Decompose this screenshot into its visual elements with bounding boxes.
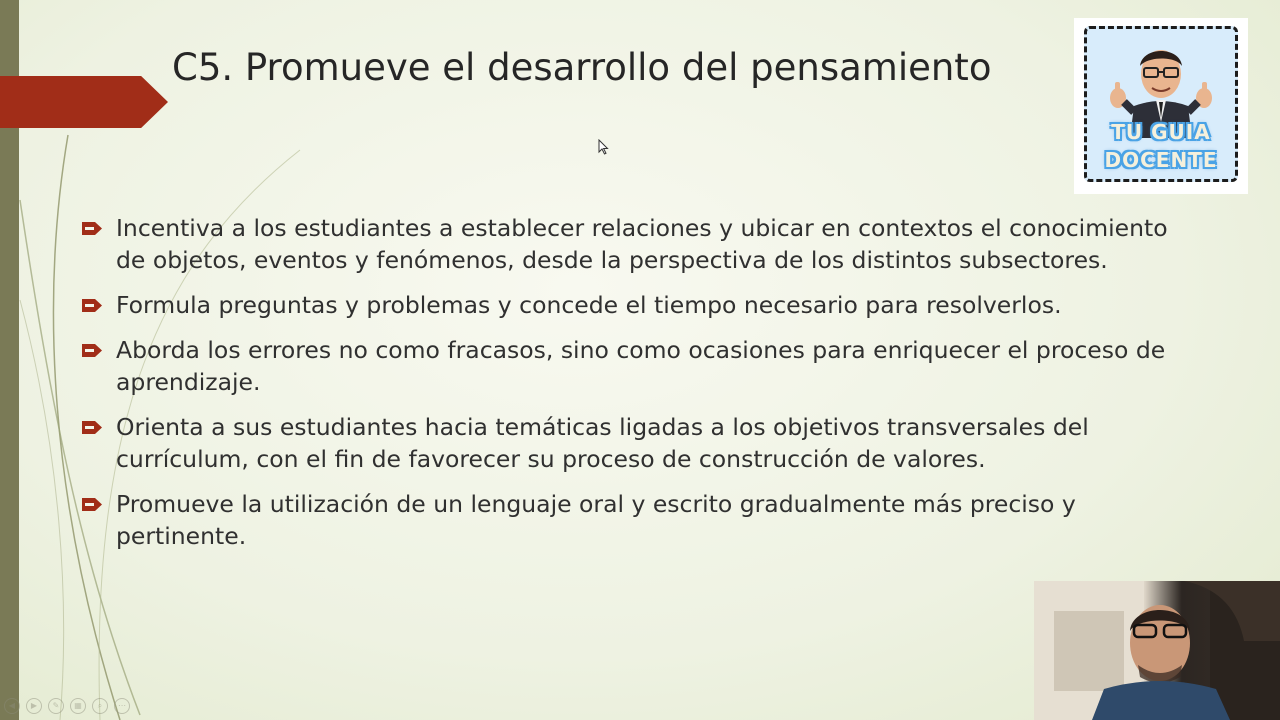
slide-title: C5. Promueve el desarrollo del pensamiento: [172, 46, 992, 89]
zoom-icon[interactable]: ⌕: [92, 698, 108, 714]
list-item: [80, 411, 1190, 475]
pen-icon[interactable]: ✎: [48, 698, 64, 714]
bullet-text: Incentiva a los estudiantes a establecer relaciones y ubicar en contextos el conocimiento de objetos, eventos y fenómenos, desde la perspectiva de los distintos subsectores.: [116, 214, 1168, 274]
mouse-pointer-icon: [598, 139, 609, 155]
bullet-list: [80, 212, 1190, 565]
bullet-text: Aborda los errores no como fracasos, sino como ocasiones para enriquecer el proceso de aprendizaje.: [116, 336, 1166, 396]
arrow-bullet-icon: [82, 421, 102, 434]
bullet-text: Formula preguntas y problemas y concede el tiempo necesario para resolverlos.: [116, 291, 1062, 319]
tu-guia-docente-logo: [1074, 18, 1248, 194]
play-icon[interactable]: ▶: [26, 698, 42, 714]
slideshow-controls: [4, 698, 130, 714]
logo-text-line1: TU GUIA: [1111, 120, 1211, 144]
list-item: [80, 334, 1190, 398]
arrow-bullet-icon: [82, 299, 102, 312]
list-item: [80, 212, 1190, 276]
list-item: [80, 488, 1190, 552]
arrow-bullet-icon: [82, 222, 102, 235]
presenter-video-icon: [1034, 581, 1280, 720]
webcam-overlay: [1034, 581, 1280, 720]
title-accent-arrow: [0, 76, 168, 128]
logo-text-line2: DOCENTE: [1104, 148, 1218, 172]
more-icon[interactable]: ⋯: [114, 698, 130, 714]
slides-icon[interactable]: ▦: [70, 698, 86, 714]
arrow-bullet-icon: [82, 498, 102, 511]
list-item: [80, 289, 1190, 321]
bullet-text: Promueve la utilización de un lenguaje oral y escrito gradualmente más preciso y pertinente.: [116, 490, 1076, 550]
arrow-bullet-icon: [82, 344, 102, 357]
bullet-text: Orienta a sus estudiantes hacia temáticas ligadas a los objetivos transversales del currículum, con el fin de favorecer su proceso de construcción de valores.: [116, 413, 1089, 473]
previous-icon[interactable]: ◀: [4, 698, 20, 714]
